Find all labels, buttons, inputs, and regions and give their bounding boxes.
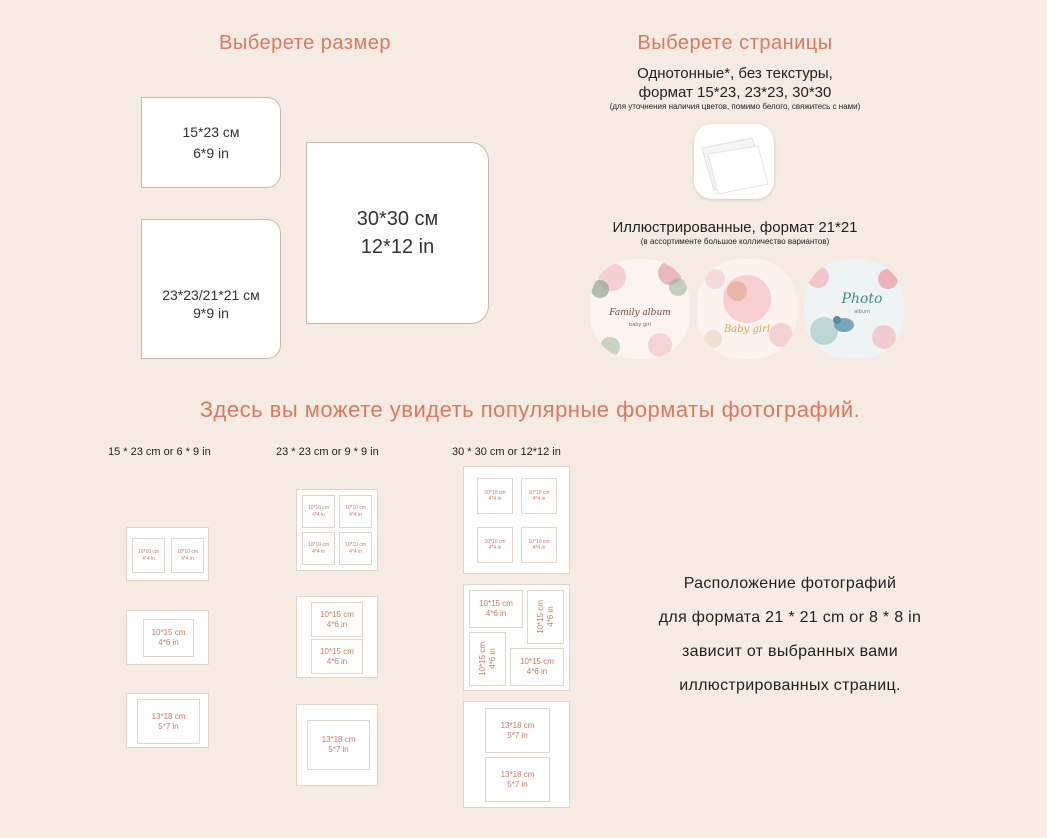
album-size-cm: 23*23/21*21 см: [162, 287, 260, 303]
album-size-in: 12*12 in: [360, 236, 435, 258]
pages-section-title: Выберете страницы: [637, 32, 833, 54]
info-line-1: Расположение фотографий: [683, 575, 897, 592]
illustrated-page-family-album[interactable]: [590, 259, 690, 359]
illustration-subtitle: album: [854, 309, 870, 315]
layout-15x23-two-10x10[interactable]: [126, 527, 209, 581]
size-section-title: Выберете размер: [219, 32, 391, 54]
photo-slot: 10*10 cm 4*4 in: [302, 532, 335, 565]
photo-slot: 13*18 cm 5*7 in: [485, 708, 550, 753]
illustration-title: Photo: [841, 291, 883, 307]
format-column-30x30-title: 30 * 30 cm or 12*12 in: [452, 446, 561, 458]
photo-slot: 10*15 cm 4*6 in: [311, 602, 363, 637]
layout-15x23-one-13x18[interactable]: [126, 693, 209, 748]
photo-slot: 10*10 cm 4*4 in: [339, 495, 372, 528]
info-line-2: для формата 21 * 21 cm or 8 * 8 in: [658, 609, 922, 626]
plain-pages-line1: Однотонные*, без текстуры,: [637, 65, 833, 82]
layout-23x23-four-10x10[interactable]: [296, 489, 378, 571]
illustrated-pages-title: Иллюстрированные, формат 21*21: [612, 219, 858, 236]
format-column-15x23-title: 15 * 23 cm or 6 * 9 in: [108, 446, 211, 458]
photo-slot: 10*10 cm 4*4 in: [477, 527, 513, 563]
layout-15x23-one-10x15[interactable]: [126, 610, 209, 665]
album-size-23x23[interactable]: [141, 219, 281, 359]
bird-floral-image: [804, 259, 904, 359]
photo-slot: 10*15 cm 4*6 in: [469, 590, 523, 628]
photo-slot: 10*10 cm 4*4 in: [302, 495, 335, 528]
album-size-30x30[interactable]: [306, 142, 489, 324]
info-line-4: иллюстрированных страниц.: [679, 677, 901, 694]
layout-30x30-four-10x10[interactable]: [463, 466, 570, 574]
illustration-subtitle: baby girl: [629, 322, 651, 328]
watercolor-girl-image: [697, 259, 797, 359]
plain-pages-line2: формат 15*23, 23*23, 30*30: [638, 84, 832, 101]
photo-slot: 10*15 cm 4*6 in: [143, 619, 194, 657]
format-column-23x23-title: 23 * 23 cm or 9 * 9 in: [276, 446, 379, 458]
photo-slot: 10*15 cm 4*6 in: [311, 639, 363, 674]
plain-pages-note: (для уточнения наличия цветов, помимо белого, свяжитесь с нами): [609, 102, 861, 111]
illustrated-page-photo-album[interactable]: [804, 259, 904, 359]
illustrated-pages-note: (в ассортименте большое колличество вариантов): [640, 237, 830, 246]
layout-23x23-two-10x15[interactable]: [296, 596, 378, 678]
album-size-in: 9*9 in: [193, 305, 229, 321]
info-text-block: [600, 567, 980, 703]
photo-slot: 10*10 cm 4*4 in: [171, 538, 204, 573]
info-line-3: зависит от выбранных вами: [682, 643, 898, 660]
illustration-title: Family album: [609, 308, 671, 318]
photo-slot-vertical: 10*15 cm 4*6 in: [527, 590, 564, 644]
floral-page-image: [590, 259, 690, 359]
photo-slot: 10*10 cm 4*4 in: [339, 532, 372, 565]
layout-30x30-two-13x18[interactable]: [463, 701, 570, 808]
photo-slot-vertical: 10*15 cm 4*6 in: [469, 632, 506, 686]
layout-23x23-one-13x18[interactable]: [296, 704, 378, 786]
photo-slot: 13*18 cm 5*7 in: [485, 757, 550, 802]
plain-page-sample[interactable]: [694, 124, 774, 199]
illustration-title: Baby girl: [723, 324, 771, 335]
layout-30x30-four-10x15-mixed[interactable]: [463, 584, 570, 691]
photo-slot: 10*10 cm 4*4 in: [132, 538, 165, 573]
photo-slot: 13*18 cm 5*7 in: [137, 699, 200, 744]
album-size-in: 6*9 in: [193, 144, 229, 161]
photo-slot: 10*10 cm 4*4 in: [477, 478, 513, 514]
photo-slot: 10*10 cm 4*4 in: [521, 478, 557, 514]
album-size-15x23[interactable]: [141, 97, 281, 188]
illustrated-page-baby-girl[interactable]: [697, 259, 797, 359]
photo-slot: 13*18 cm 5*7 in: [307, 720, 370, 770]
paper-sheets-image: [694, 124, 774, 199]
album-size-cm: 30*30 см: [356, 208, 439, 230]
photo-slot: 10*15 cm 4*6 in: [510, 648, 564, 686]
formats-section-title: Здесь вы можете увидеть популярные форматы фотографий.: [199, 397, 861, 422]
album-size-cm: 15*23 см: [182, 123, 240, 140]
photo-slot: 10*10 cm 4*4 in: [521, 527, 557, 563]
